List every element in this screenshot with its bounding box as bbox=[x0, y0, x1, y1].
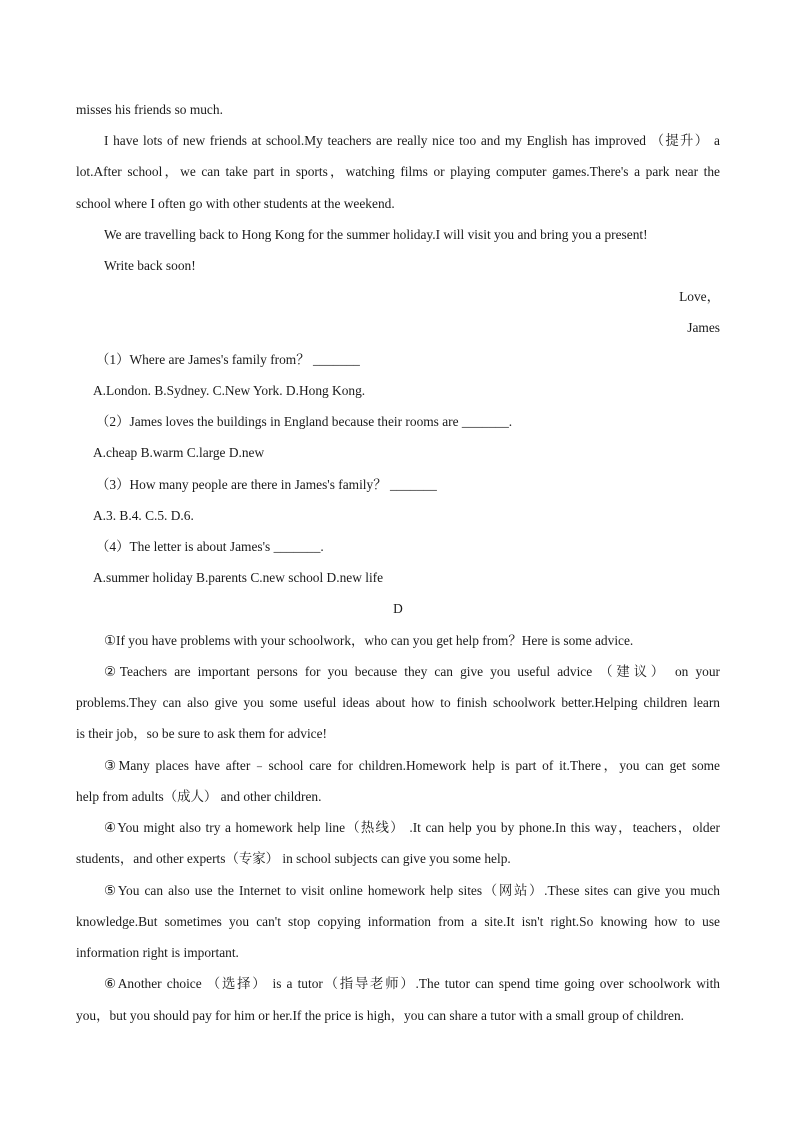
question-3-options: A.3. B.4. C.5. D.6. bbox=[93, 508, 194, 523]
passage-d-heading: D bbox=[393, 601, 403, 616]
question-1-options: A.London. B.Sydney. C.New York. D.Hong Kong. bbox=[93, 383, 366, 398]
question-2-stem: （2）James loves the buildings in England because their rooms are _______. bbox=[96, 414, 513, 429]
passage-d-p3-line-1: ③Many places have after﹣school care for children.Homework help is part of it.There，you can get some bbox=[104, 758, 720, 773]
passage-d-p4-line-2: students，and other experts（专家） in school subjects can give you some help. bbox=[76, 851, 511, 866]
passage-c-p1-line-2: lot.After school，we can take part in sports，watching films or playing computer games.There's a park near the bbox=[76, 164, 720, 179]
passage-c-p1-line-3: school where I often go with other students at the weekend. bbox=[76, 196, 395, 211]
passage-c-tail-line: misses his friends so much. bbox=[76, 102, 223, 117]
passage-d-p2-line-1: ②Teachers are important persons for you because they can give you useful advice （建议） on your bbox=[104, 664, 720, 679]
question-2-options: A.cheap B.warm C.large D.new bbox=[93, 445, 265, 460]
passage-d-p5-line-3: information right is important. bbox=[76, 945, 239, 960]
passage-d-p6-line-2: you，but you should pay for him or her.If the price is high，you can share a tutor with a small group of children. bbox=[76, 1008, 685, 1023]
letter-closing: Love， bbox=[679, 289, 720, 304]
passage-c-p1-line-1: I have lots of new friends at school.My teachers are really nice too and my English has improved （提升） a bbox=[104, 133, 720, 148]
passage-d-p6-line-1: ⑥Another choice （选择） is a tutor（指导老师）.The tutor can spend time going over schoolwork with bbox=[104, 976, 720, 991]
question-4-options: A.summer holiday B.parents C.new school D.new life bbox=[93, 570, 384, 585]
passage-d-p1-line-1: ①If you have problems with your schoolwork，who can you get help from？Here is some advice. bbox=[104, 633, 634, 648]
question-1-stem: （1）Where are James's family from？ _______ bbox=[96, 352, 360, 367]
passage-c-p2: We are travelling back to Hong Kong for the summer holiday.I will visit you and bring you a present! bbox=[104, 227, 648, 242]
passage-d-p2-line-3: is their job，so be sure to ask them for advice! bbox=[76, 726, 328, 741]
passage-d-p3-line-2: help from adults（成人） and other children. bbox=[76, 789, 322, 804]
letter-signature: James bbox=[687, 320, 720, 335]
passage-d-p2-line-2: problems.They can also give you some useful ideas about how to finish schoolwork better.Helping children learn bbox=[76, 695, 720, 710]
question-4-stem: （4）The letter is about James's _______. bbox=[96, 539, 324, 554]
passage-c-p3: Write back soon! bbox=[104, 258, 196, 273]
passage-d-p5-line-2: knowledge.But sometimes you can't stop copying information from a site.It isn't right.So knowing how to use bbox=[76, 914, 720, 929]
question-3-stem: （3）How many people are there in James's family？ _______ bbox=[96, 477, 437, 492]
passage-d-p5-line-1: ⑤You can also use the Internet to visit online homework help sites（网站）.These sites can give you much bbox=[104, 883, 720, 898]
passage-d-p4-line-1: ④You might also try a homework help line（热线） .It can help you by phone.In this way，teachers，older bbox=[104, 820, 720, 835]
